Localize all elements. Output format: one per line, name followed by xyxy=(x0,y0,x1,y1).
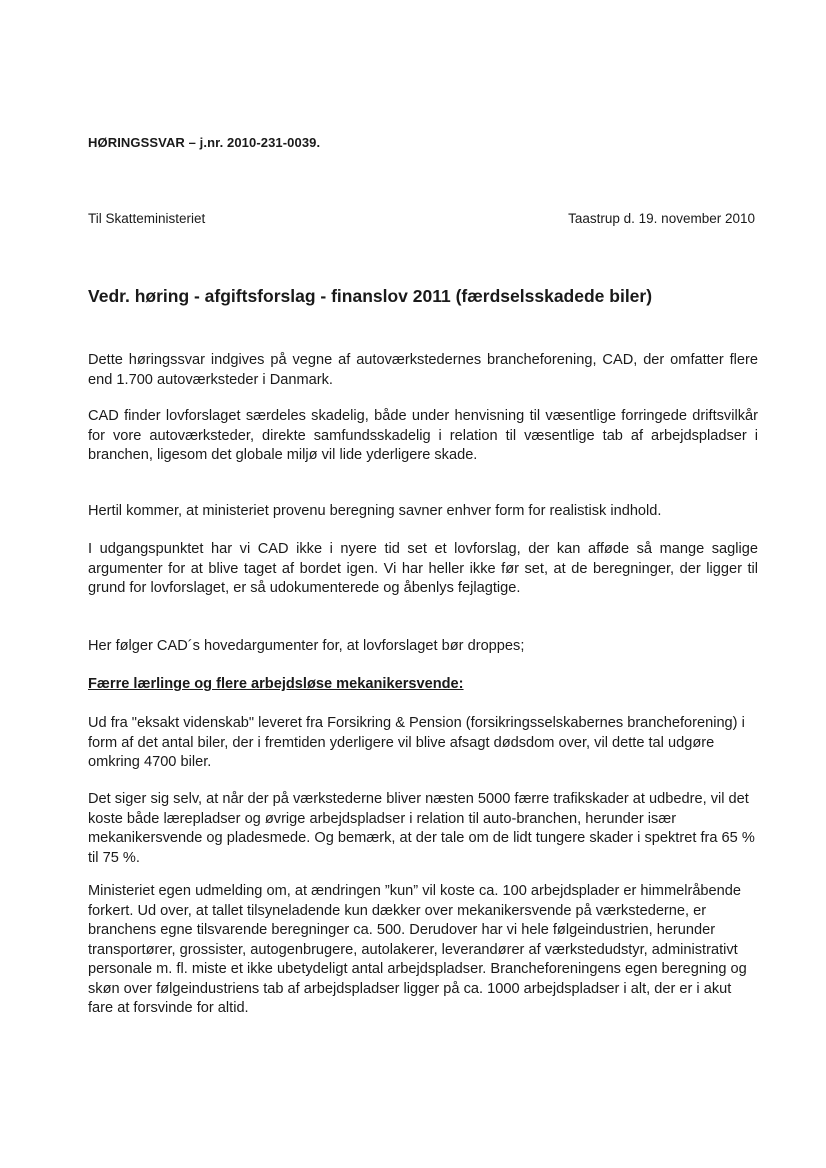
section-paragraph: Ministeriet egen udmelding om, at ændringen ”kun” vil koste ca. 100 arbejdsplader er himmelråbende forkert. Ud over, at tallet tilsyneladende kun dækker over mekanikersvende på værkstederne, er branchens egne tilsvarende beregninger ca. 500. Derudover har vi hele følgeindustrien, herunder transportører, grossister, autogenbrugere, autolakerer, leverandører af værkstedudstyr, administrativt personale m. fl. miste et ikke ubetydeligt antal arbejdspladser. Brancheforeningens egen beregning og skøn over følgeindustriens tab af arbejdspladser ligger på ca. 1000 arbejdspladser i alt, der er i akut fare at forsvinde for altid. xyxy=(88,883,747,1016)
section-heading: Færre lærlinge og flere arbejdsløse mekanikersvende: xyxy=(88,676,464,692)
paragraph: I udgangspunktet har vi CAD ikke i nyere tid set et lovforslag, der kan afføde så mange saglige argumenter for at blive taget af bordet igen. Vi har heller ikke før set, at de beregninger, der ligger til grund for lovforslaget, er så udokumenterede og åbenlys fejlagtige. xyxy=(88,541,758,596)
section-paragraph: Ud fra "eksakt videnskab" leveret fra Forsikring & Pension (forsikringsselskabernes brancheforening) i form af det antal biler, der i fremtiden yderligere vil blive afsagt dødsdom over, vil dette tal udgøre omkring 4700 biler. xyxy=(88,715,745,770)
reference-number: HØRINGSSVAR – j.nr. 2010-231-0039. xyxy=(88,135,321,150)
section-paragraph: Det siger sig selv, at når der på værkstederne bliver næsten 5000 færre trafikskader at udbedre, vil det koste både lærepladser og øvrige arbejdspladser i relation til auto-branchen, herunder især mekanikersvende og pladesmede. Og bemærk, at der tale om de lidt tungere skader i spektret fra 65 % til 75 %. xyxy=(88,791,755,866)
letter-date: Taastrup d. 19. november 2010 xyxy=(568,211,755,226)
paragraph: Dette høringssvar indgives på vegne af autoværkstedernes brancheforening, CAD, der omfatter flere end 1.700 autoværksteder i Danmark. xyxy=(88,352,758,388)
paragraph: Hertil kommer, at ministeriet provenu beregning savner enhver form for realistisk indhold. xyxy=(88,503,662,519)
subject-heading: Vedr. høring - afgiftsforslag - finanslov 2011 (færdselsskadede biler) xyxy=(88,286,653,306)
paragraph: Her følger CAD´s hovedargumenter for, at lovforslaget bør droppes; xyxy=(88,638,525,654)
recipient: Til Skatteministeriet xyxy=(88,211,206,226)
paragraph: CAD finder lovforslaget særdeles skadelig, både under henvisning til væsentlige forringede driftsvilkår for vore autoværksteder, direkte samfundsskadelig i relation til væsentlige tab af arbejdspladser i branchen, ligesom det globale miljø vil lide yderligere skade. xyxy=(88,408,758,463)
